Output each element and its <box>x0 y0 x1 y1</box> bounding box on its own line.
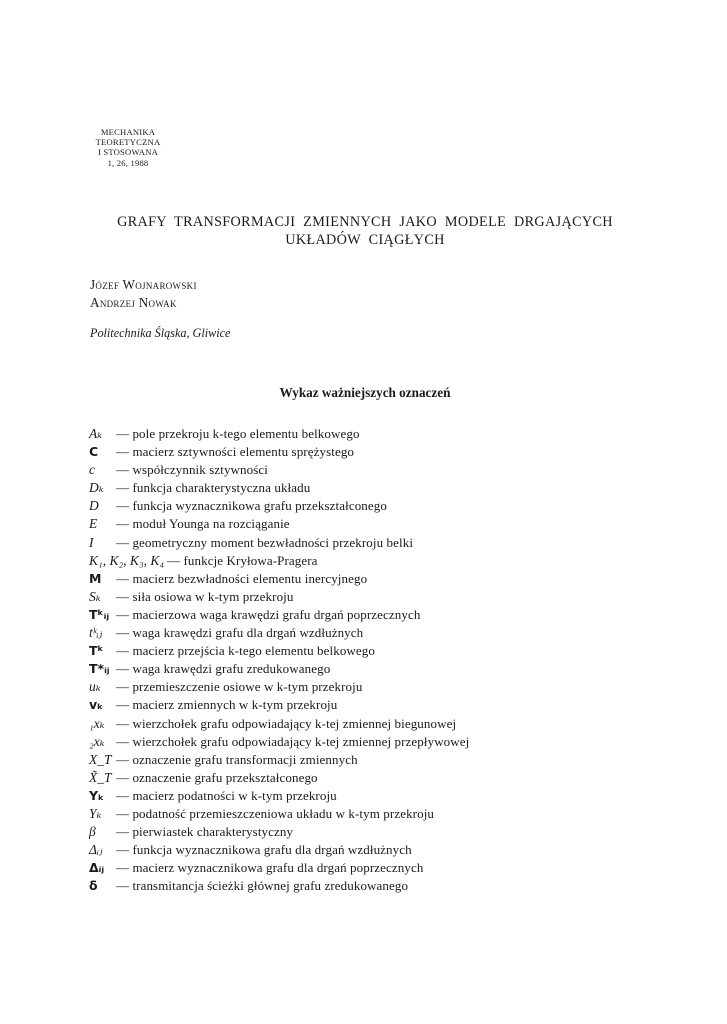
notation-description: — funkcja charakterystyczna układu <box>116 480 311 496</box>
notation-item <box>89 443 559 461</box>
notation-item <box>89 805 559 823</box>
notation-item <box>89 515 559 533</box>
notation-item <box>89 859 559 877</box>
notation-symbol: C <box>89 444 99 460</box>
notation-description: — funkcje Kryłowa-Pragera <box>167 552 318 568</box>
journal-issue: 1, 26, 1988 <box>107 157 149 168</box>
notation-item <box>89 769 559 787</box>
notation-item <box>89 497 559 515</box>
notation-symbol: Tᵏᵢⱼ <box>89 606 110 622</box>
notation-symbol: tᵏᵢⱼ <box>89 625 103 641</box>
notation-description: — transmitancja ścieżki głównej grafu zredukowanego <box>116 878 409 894</box>
notation-symbol: X̃_T <box>89 769 112 785</box>
notation-symbol: T*ᵢⱼ <box>89 661 110 677</box>
notation-item <box>89 479 559 497</box>
journal-header <box>84 127 172 168</box>
notation-item <box>89 715 559 733</box>
notation-symbol: ₂xₖ <box>89 733 105 749</box>
notation-item <box>89 552 559 570</box>
notation-description: — pole przekroju k-tego elementu belkowego <box>116 426 360 441</box>
notation-description: — geometryczny moment bezwładności przekroju belki <box>116 534 414 550</box>
notation-item <box>89 733 559 751</box>
notation-description: — waga krawędzi grafu dla drgań wzdłużnych <box>116 625 364 641</box>
notation-description: — pierwiastek charakterystyczny <box>116 824 294 840</box>
notation-symbol: I <box>89 534 94 550</box>
notation-list <box>89 425 559 895</box>
notation-description: — macierz podatności w k-tym przekroju <box>116 787 337 803</box>
notation-description: — współczynnik sztywności <box>116 462 268 478</box>
notation-description: — macierzowa waga krawędzi grafu drgań poprzecznych <box>116 606 421 622</box>
author-name: Józef Wojnarowski <box>90 277 197 292</box>
notation-item <box>89 425 559 443</box>
notation-description: — przemieszczenie osiowe w k-tym przekroju <box>116 679 363 695</box>
notation-item <box>89 588 559 606</box>
author-name: Andrzej Nowak <box>90 295 177 310</box>
notation-description: — podatność przemieszczeniowa układu w k-tym przekroju <box>116 805 435 821</box>
notation-item <box>89 606 559 624</box>
notation-description: — siła osiowa w k-tym przekroju <box>116 588 294 604</box>
notation-symbol: ₁xₖ <box>89 715 105 731</box>
notation-symbol: Dₖ <box>89 480 104 496</box>
paper-title-line-2: UKŁADÓW CIĄGŁYCH <box>285 231 445 248</box>
notation-symbol: vₖ <box>89 697 104 713</box>
paper-title <box>80 214 650 249</box>
notation-description: — funkcja wyznacznikowa grafu dla drgań wzdłużnych <box>116 842 412 858</box>
notation-symbol: Sₖ <box>89 588 101 604</box>
notation-item <box>89 642 559 660</box>
notation-item <box>89 841 559 859</box>
notation-symbol: X_T <box>89 751 112 767</box>
notation-description: — macierz wyznacznikowa grafu dla drgań poprzecznych <box>116 860 424 876</box>
notation-symbol: uₖ <box>89 679 101 695</box>
notation-description: — waga krawędzi grafu zredukowanego <box>116 661 331 677</box>
notation-symbol: Yₖ <box>89 787 105 803</box>
notation-symbol: Δᵢⱼ <box>89 842 103 858</box>
section-heading: Wykaz ważniejszych oznaczeń <box>279 385 451 400</box>
journal-name-line: I STOSOWANA <box>97 147 159 158</box>
author-list <box>90 276 197 312</box>
affiliation: Politechnika Śląska, Gliwice <box>90 326 231 340</box>
notation-symbol: Tᵏ <box>89 643 104 659</box>
notation-description: — oznaczenie grafu przekształconego <box>116 769 318 785</box>
notation-symbol: β <box>89 824 96 840</box>
journal-name-line: MECHANIKA <box>100 127 156 137</box>
notation-description: — macierz przejścia k-tego elementu belkowego <box>116 643 375 659</box>
notation-item <box>89 877 559 895</box>
notation-item <box>89 461 559 479</box>
notation-item <box>89 787 559 805</box>
notation-description: — macierz zmiennych w k-tym przekroju <box>116 697 338 713</box>
journal-name-line: TEORETYCZNA <box>95 137 161 148</box>
paper-title-line-1: GRAFY TRANSFORMACJI ZMIENNYCH JAKO MODELE DRGAJĄCYCH <box>117 214 613 230</box>
notation-item <box>89 660 559 678</box>
notation-description: — macierz sztywności elementu sprężystego <box>116 444 355 460</box>
notation-symbol: D <box>89 498 99 514</box>
notation-symbol: E <box>89 516 98 532</box>
notation-description: — wierzchołek grafu odpowiadający k-tej zmiennej biegunowej <box>116 715 457 731</box>
notation-description: — oznaczenie grafu transformacji zmiennych <box>116 751 358 767</box>
notation-item <box>89 823 559 841</box>
notation-item <box>89 751 559 769</box>
notation-item <box>89 696 559 714</box>
notation-description: — moduł Younga na rozciąganie <box>116 516 290 532</box>
notation-symbol: M <box>89 570 102 586</box>
notation-description: — macierz bezwładności elementu inercyjnego <box>116 570 368 586</box>
notation-symbol: Yₖ <box>89 805 102 821</box>
notation-symbol: δ <box>89 878 98 894</box>
notation-description: — wierzchołek grafu odpowiadający k-tej zmiennej przepływowej <box>116 733 470 749</box>
notation-symbol: Δᵢⱼ <box>89 860 105 876</box>
notation-item <box>89 534 559 552</box>
notation-symbol: c <box>89 462 95 478</box>
notation-item <box>89 624 559 642</box>
notation-description: — funkcja wyznacznikowa grafu przekształconego <box>116 498 387 514</box>
notation-symbol: K₁, K₂, K₃, K₄ <box>89 552 165 568</box>
notation-item <box>89 678 559 696</box>
notation-symbol: Aₖ <box>89 426 103 441</box>
notation-item <box>89 570 559 588</box>
